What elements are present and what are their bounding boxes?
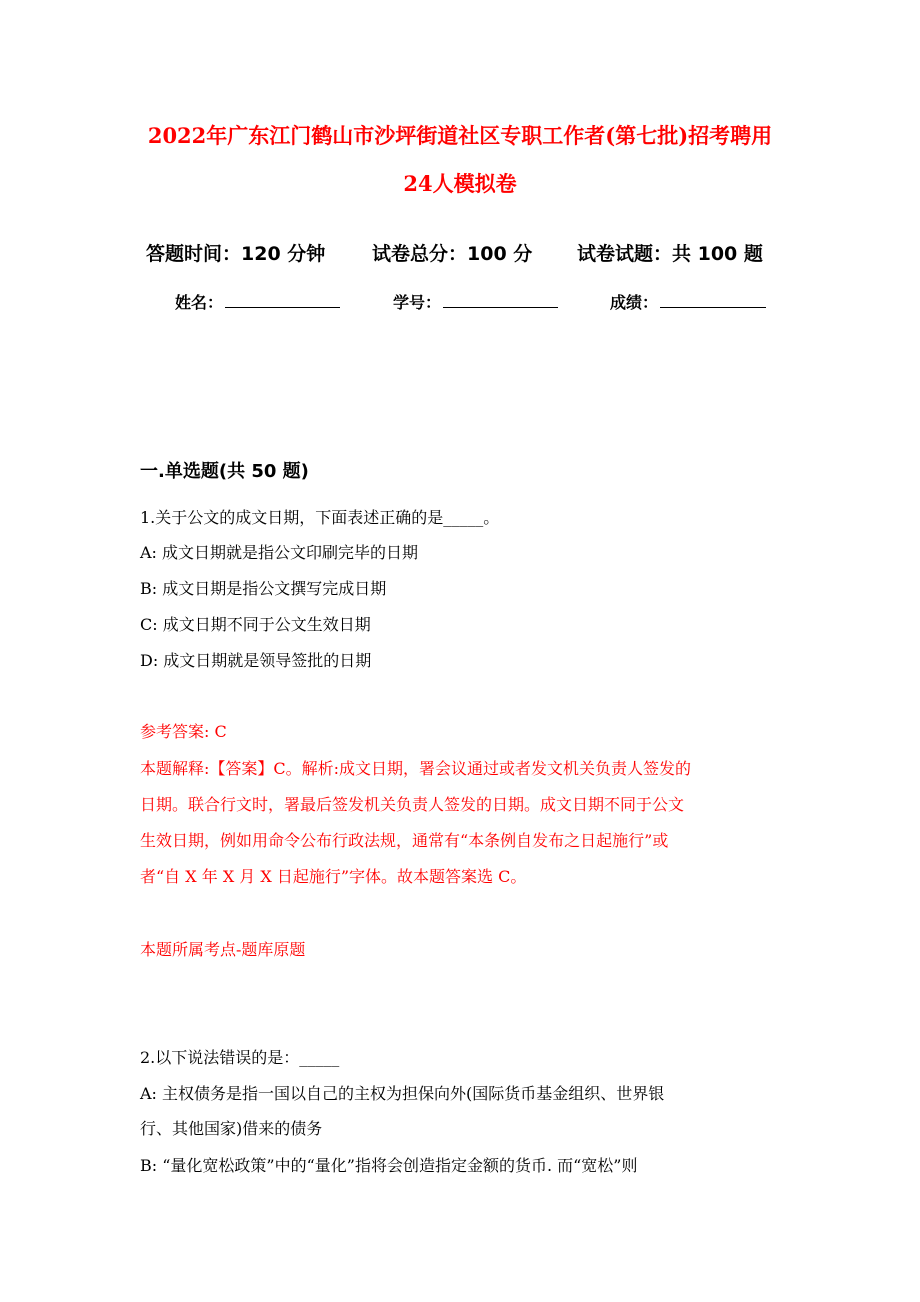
question-1-explanation-line: 本题解释:【答案】C。解析:成文日期，署会议通过或者发文机关负责人签发的 — [140, 759, 692, 778]
question-1-explanation-line: 者“自 X 年 X 月 X 日起施行”字体。故本题答案选 C。 — [140, 867, 527, 886]
score-label: 成绩： — [610, 293, 659, 312]
question-2-option-line: A: 主权债务是指一国以自己的主权为担保向外(国际货币基金组织、世界银 — [140, 1084, 665, 1103]
exam-total-score: 试卷总分：100 分 — [372, 243, 533, 265]
question-1-explanation-line: 生效日期，例如用命令公布行政法规，通常有“本条例自发布之日起施行”或 — [140, 831, 669, 850]
question-1-answer: 参考答案: C — [140, 722, 227, 741]
question-1-option-d: D: 成文日期就是领导签批的日期 — [140, 651, 372, 670]
exam-meta-row — [0, 238, 920, 270]
exam-time: 答题时间：120 分钟 — [146, 243, 326, 265]
exam-title-line-1: 2022年广东江门鹤山市沙坪街道社区专职工作者(第七批)招考聘用 — [147, 123, 773, 148]
question-1-stem: 1.关于公文的成文日期，下面表述正确的是_____。 — [140, 508, 500, 527]
name-blank — [225, 306, 340, 308]
question-1-option-c: C: 成文日期不同于公文生效日期 — [140, 615, 371, 634]
score-field — [610, 290, 766, 316]
question-1-explanation-line: 日期。联合行文时，署最后签发机关负责人签发的日期。成文日期不同于公文 — [140, 795, 685, 814]
student-id-field — [393, 290, 558, 316]
section-heading: 一.单选题(共 50 题) — [140, 461, 309, 482]
question-2-stem: 2.以下说法错误的是：_____ — [140, 1048, 340, 1067]
question-2-option-line: 行、其他国家)借来的债务 — [140, 1119, 323, 1138]
score-blank — [660, 306, 766, 308]
student-info-row — [0, 290, 920, 316]
question-1-option-b: B: 成文日期是指公文撰写完成日期 — [140, 579, 387, 598]
name-field — [175, 290, 340, 316]
question-1-source: 本题所属考点-题库原题 — [140, 940, 306, 959]
student-id-blank — [443, 306, 558, 308]
exam-question-count: 试卷试题：共 100 题 — [577, 243, 763, 265]
question-1-option-a: A: 成文日期就是指公文印刷完毕的日期 — [140, 543, 419, 562]
student-id-label: 学号： — [393, 293, 442, 312]
exam-title-line-2: 24人模拟卷 — [403, 171, 517, 196]
question-2-option-line: B: “量化宽松政策”中的“量化”指将会创造指定金额的货币. 而“宽松”则 — [140, 1156, 638, 1175]
name-label: 姓名： — [175, 293, 224, 312]
